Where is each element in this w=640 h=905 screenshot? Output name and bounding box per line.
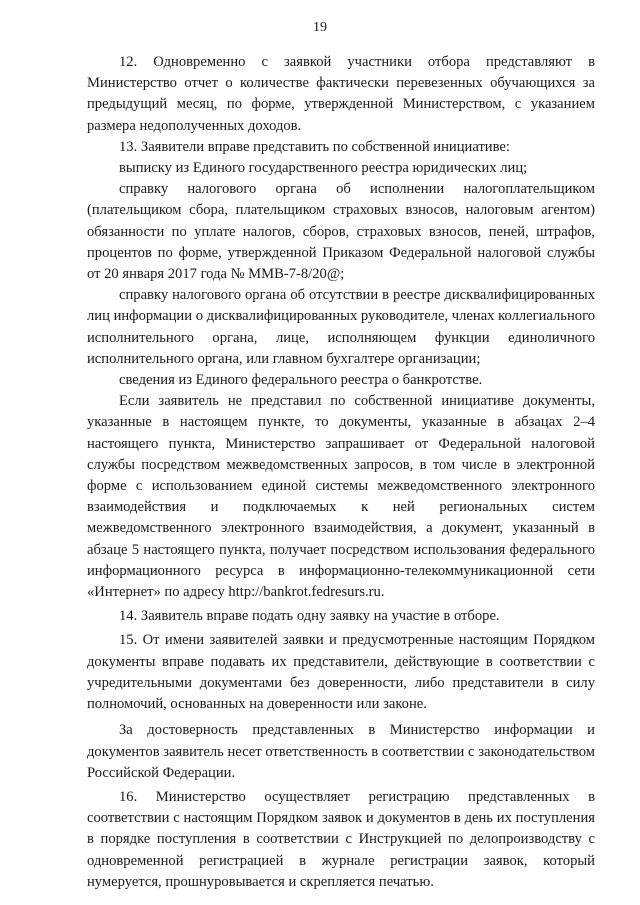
page-number: 19 <box>313 20 327 35</box>
list-item-tax-certificate: справку налогового органа об исполнении налогоплательщиком (плательщиком сбора, плательщиком страховых взносов, налоговым агентом) обязанности по уплате налогов, сборов, страховых взносов, пеней, штрафов, процентов по форме, утвержденной Приказом Федеральной налоговой службы от 20 января 2017 года № ММВ-7-8/20@; <box>87 181 595 283</box>
paragraph-responsibility: За достоверность представленных в Министерство информации и документов заявитель несет ответственность в соответствии с законодательством Российской Федерации. <box>87 722 595 781</box>
paragraph-12: 12. Одновременно с заявкой участники отбора представляют в Министерство отчет о количестве фактически перевезенных обучающихся за предыдущий месяц, по форме, утвержденной Министерством, с указанием размера недополученных доходов. <box>87 54 595 134</box>
paragraph-13: 13. Заявители вправе представить по собственной инициативе: <box>119 138 510 155</box>
paragraph-14: 14. Заявитель вправе подать одну заявку на участие в отборе. <box>119 608 500 625</box>
paragraph-15: 15. От имени заявителей заявки и предусмотренные настоящим Порядком документы вправе подавать их представители, действующие в соответствии с учредительными документами без доверенности, либо представители в силу полномочий, основанных на доверенности или законе. <box>87 632 595 713</box>
paragraph-interagency-request: Если заявитель не представил по собственной инициативе документы, указанные в настоящем пункте, то документы, указанные в абзацах 2–4 настоящего пункта, Министерство запрашивает от Федеральной налоговой службы посредством межведомственных запросов, в том числе в электронной форме с использованием единой системы межведомственного электронного взаимодействия и подключаемых к ней региональных систем межведомственного электронного взаимодействия, а документ, указанный в абзаце 5 настоящего пункта, получает посредством использования федерального информационного ресурса в информационно-телекоммуникационной сети «Интернет» по адресу http://bankrot.fedresurs.ru. <box>87 393 595 601</box>
list-item-egrul-extract: выписку из Единого государственного реестра юридических лиц; <box>119 160 528 177</box>
paragraph-16: 16. Министерство осуществляет регистрацию представленных в соответствии с настоящим Порядком заявок и документов в день их поступления в порядке поступления в соответствии с Инструкцией по делопроизводству с одновременной регистрацией в журнале регистрации заявок, который нумеруется, прошнуровывается и скрепляется печатью. <box>87 788 595 890</box>
document-body <box>87 52 595 893</box>
list-item-disqualified-certificate: справку налогового органа об отсутствии в реестре дисквалифицированных лиц информации о дисквалифицированных руководителе, членах коллегиального исполнительного органа, лице, исполняющем функции единоличного исполнительного органа, или главном бухгалтере организации; <box>87 287 595 367</box>
list-item-bankruptcy-info: сведения из Единого федерального реестра о банкротстве. <box>119 372 483 389</box>
